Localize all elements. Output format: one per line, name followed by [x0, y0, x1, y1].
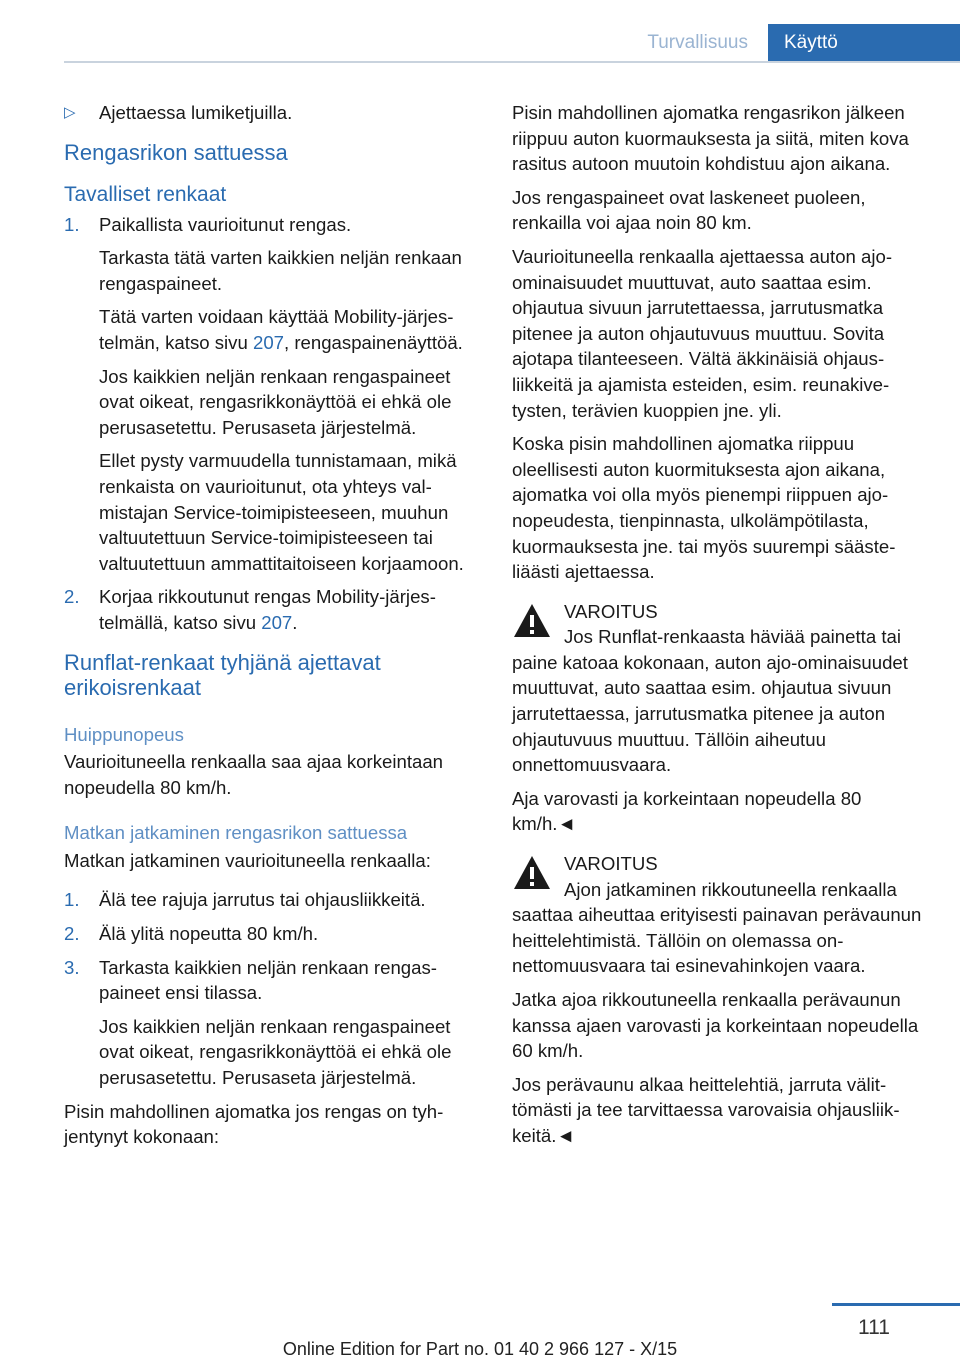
right-column: [512, 100, 928, 1157]
step-number: 1.: [64, 889, 80, 911]
step-text: Jos kaikkien neljän renkaan rengaspaineet ovat oikeat, rengasrikkonäyttöä ei ehkä ole perusasetettu. Perusaseta järjestelmä.: [99, 1015, 452, 1089]
step-text: Älä ylitä nopeutta 80 km/h.: [99, 923, 319, 945]
list-item: [64, 921, 484, 947]
paragraph: Koska pisin mahdollinen ajomatka riippuu oleellisesti auton kuormituksesta ajon aikana, ajomatka voi olla myös pienempi riippuen ajonopeudesta, tienpinnasta, ulkolämpötilasta, kuormauksesta jne. tai myös suurempi säästeliäästi ajettaessa.: [512, 433, 896, 583]
page-header: [627, 24, 960, 62]
section-tab[interactable]: Turvallisuus: [647, 32, 748, 53]
step-text: Tarkasta tätä varten kaikkien neljän renkaan rengaspaineet.: [99, 247, 462, 294]
warning-title: VAROITUS: [564, 600, 658, 622]
warning-action: Jos perävaunu alkaa heittelehtiä, jarruta välittömästi ja tee tarvittaessa varovaisia ohjausliikkeitä.◄: [512, 1073, 900, 1146]
step-text: Paikallista vaurioitunut rengas.: [99, 213, 352, 235]
step-text: Jos kaikkien neljän renkaan rengaspaineet ovat oikeat, rengasrikkonäyttöä ei ehkä ole perusasetettu. Perusaseta järjestelmä.: [99, 365, 452, 438]
warning-text: VAROITUS Jos Runflat-renkaasta häviää painetta tai paine katoaa kokonaan, auton ajo-ominaisuudet muuttuvat, auto saattaa esim. ohjautua sivuun jarrutettaessa, jarrutusmatka pitenee ja auton ohjautuvuus muuttuu. Tällöin aiheutuu onnettomuusvaara.: [512, 599, 928, 778]
step-text: Tätä varten voidaan käyttää Mobility-järjestelmän, katso sivu 207, rengaspainenäyttöä.: [99, 306, 463, 353]
steps-regular-tires: [64, 212, 484, 636]
step-text: Ellet pysty varmuudella tunnistamaan, mikä renkaista on vaurioitunut, ota yhteys valmistajan Service-toimipisteeseen, muuhun valtuutettuun Service-toimipisteeseen tai valtuutettuun ammattitaitoiseen korjaamoon.: [99, 450, 464, 574]
edition-note: Online Edition for Part no. 01 40 2 966 127 - X/15: [282, 1339, 678, 1359]
heading-runflat: Runflat-renkaat tyhjänä ajettavat erikoisrenkaat: [64, 649, 381, 700]
paragraph: Pisin mahdollinen ajomatka rengasrikon jälkeen riippuu auton kuormauksesta ja siitä, miten kova rasitus autoon muutoin kohdistuu ajon aikana.: [512, 102, 909, 175]
heading-flat-tire: Rengasrikon sattuessa: [64, 139, 288, 165]
closing-text: Pisin mahdollinen ajomatka jos rengas on tyhjentynyt kokonaan:: [64, 1100, 444, 1148]
chapter-tab[interactable]: Käyttö: [768, 24, 960, 62]
step-number: 2.: [64, 586, 80, 608]
list-item: [64, 212, 484, 577]
continue-intro: Matkan jatkaminen vaurioituneella renkaalla:: [64, 849, 431, 871]
triangle-bullet-icon: ▷: [64, 104, 76, 121]
step-number: 1.: [64, 213, 80, 235]
warning-block: [512, 851, 928, 1149]
page-number: 111: [858, 1316, 890, 1339]
heading-continue-driving: Matkan jatkaminen rengasrikon sattuessa: [64, 822, 408, 844]
header-divider: [64, 61, 960, 63]
step-number: 2.: [64, 923, 80, 945]
step-text: Korjaa rikkoutunut rengas Mobility-järjestelmällä, katso sivu 207.: [99, 586, 436, 633]
speed-text: Vaurioituneella renkaalla saa ajaa korkeintaan nopeudella 80 km/h.: [64, 751, 444, 798]
warning-text: VAROITUS Ajon jatkaminen rikkoutuneella renkaalla saattaa aiheuttaa erityisesti painavan perävaunun heittelehtimistä. Tällöin on olemassa onnettomuusvaara tai esinevahinkojen vaara.: [512, 851, 928, 979]
bullet-item: [64, 100, 484, 126]
warning-title: VAROITUS: [564, 853, 658, 875]
warning-triangle-icon: [512, 601, 552, 641]
step-number: 3.: [64, 956, 80, 978]
list-item: [64, 887, 484, 913]
footer-accent-rule: [832, 1303, 960, 1306]
paragraph: Vaurioituneella renkaalla ajettaessa auton ajoominaisuudet muuttuvat, auto saattaa esim. ohjautua sivuun jarrutettaessa, jarrutusmatka pitenee ja auton ohjautuvuus muuttuu. Sovita ajotapa tilanteeseen. Vältä äkkinäisiä ohjausliikkeitä ja ajamista esteiden, esim. reunakivetysten, terävien kuoppien jne. yli.: [512, 245, 893, 421]
warning-action: Aja varovasti ja korkeintaan nopeudella 80 km/h.◄: [512, 787, 862, 835]
list-item: [64, 955, 484, 1091]
list-item: [64, 584, 484, 635]
page-link[interactable]: 207: [261, 611, 293, 633]
page-link[interactable]: 207: [252, 331, 285, 353]
warning-triangle-icon: [512, 853, 552, 893]
warning-action: Jatka ajoa rikkoutuneella renkaalla perävaunun kanssa ajaen varovasti ja korkeintaan nopeudella 60 km/h.: [512, 989, 919, 1062]
left-column: [64, 100, 484, 1158]
heading-regular-tires: Tavalliset renkaat: [64, 182, 227, 206]
steps-continue: [64, 887, 484, 1090]
paragraph: Jos rengaspaineet ovat laskeneet puoleen, renkailla voi ajaa noin 80 km.: [512, 186, 866, 234]
step-text: Älä tee rajuja jarrutus tai ohjausliikkeitä.: [99, 889, 426, 911]
warning-block: [512, 599, 928, 837]
heading-top-speed: Huippunopeus: [64, 723, 184, 745]
bullet-text: Ajettaessa lumiketjuilla.: [99, 102, 293, 123]
step-text: Tarkasta kaikkien neljän renkaan rengaspaineet ensi tilassa.: [99, 956, 437, 1004]
